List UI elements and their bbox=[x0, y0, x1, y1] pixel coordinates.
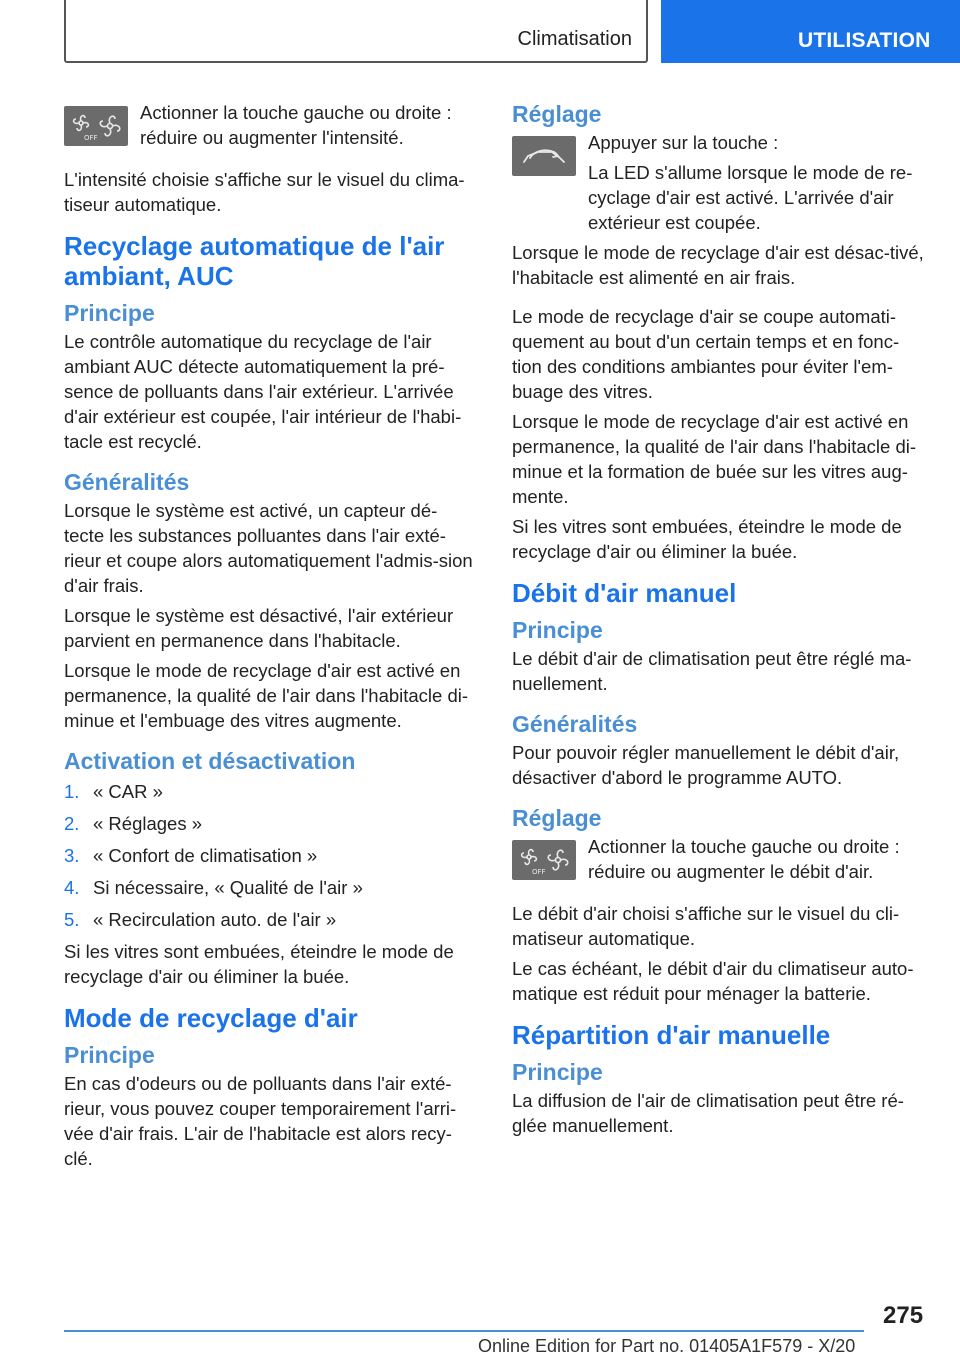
paragraph: Pour pouvoir régler manuellement le débit d'air, désactiver d'abord le programme AUTO. bbox=[512, 742, 900, 788]
paragraph: Le débit d'air choisi s'affiche sur le visuel du cli‐matiseur automatique. bbox=[512, 903, 900, 949]
paragraph: Le cas échéant, le débit d'air du climatiseur auto‐matique est réduit pour ménager la batterie. bbox=[512, 958, 914, 1004]
fan-button-text: Actionner la touche gauche ou droite : réduire ou augmenter l'intensité. bbox=[140, 102, 452, 148]
list-item bbox=[64, 811, 476, 836]
paragraph: En cas d'odeurs ou de polluants dans l'air exté‐rieur, vous pouvez couper temporairement l'arri‐vée d'air frais. L'air de l'habitacle est alors recy‐clé. bbox=[64, 1073, 457, 1169]
paragraph: Lorsque le système est désactivé, l'air extérieur parvient en permanence dans l'habitacle. bbox=[64, 605, 454, 651]
step-number: 4. bbox=[64, 877, 80, 898]
svg-text:OFF: OFF bbox=[84, 134, 98, 142]
svg-text:OFF: OFF bbox=[532, 868, 546, 876]
paragraph: Si les vitres sont embuées, éteindre le mode de recyclage d'air ou éliminer la buée. bbox=[512, 516, 902, 562]
heading-auc: Recyclage automatique de l'air ambiant, AUC bbox=[64, 231, 445, 291]
fan-button-row bbox=[512, 834, 924, 889]
subheading-principe: Principe bbox=[512, 617, 603, 643]
list-item bbox=[64, 843, 476, 868]
header-box bbox=[64, 0, 648, 63]
subheading-generalites: Généralités bbox=[64, 469, 190, 495]
heading-mode-recyclage: Mode de recyclage d'air bbox=[64, 1003, 358, 1033]
subheading-principe: Principe bbox=[64, 1042, 155, 1068]
chapter-tab: UTILISATION bbox=[661, 0, 960, 63]
list-item bbox=[64, 907, 476, 932]
subheading-principe: Principe bbox=[512, 1059, 603, 1085]
page-number: 275 bbox=[883, 1302, 924, 1329]
step-text: « Confort de climatisation » bbox=[93, 845, 318, 866]
subheading-principe: Principe bbox=[64, 300, 155, 326]
steps-list bbox=[64, 779, 476, 932]
fan-button-row bbox=[64, 100, 476, 155]
step-number: 2. bbox=[64, 813, 80, 834]
step-number: 1. bbox=[64, 781, 80, 802]
paragraph: L'intensité choisie s'affiche sur le visuel du clima‐tiseur automatique. bbox=[64, 169, 465, 215]
subheading-reglage: Réglage bbox=[512, 101, 602, 127]
edition-footer: Online Edition for Part no. 01405A1F579 - X/20 bbox=[478, 1336, 856, 1356]
recirc-led-text: La LED s'allume lorsque le mode de re‐cyclage d'air est activé. L'arrivée d'air extérieur est coupée. bbox=[588, 162, 913, 233]
step-text: « CAR » bbox=[93, 781, 163, 802]
paragraph: Le mode de recyclage d'air se coupe automati‐quement au bout d'un certain temps et en fonc‐tion des conditions ambiantes pour éviter l'em‐buage des vitres. bbox=[512, 306, 900, 402]
step-text: « Réglages » bbox=[93, 813, 203, 834]
subheading-activation: Activation et désactivation bbox=[64, 748, 356, 774]
step-text: « Recirculation auto. de l'air » bbox=[93, 909, 337, 930]
paragraph: Lorsque le système est activé, un capteur dé‐tecte les substances polluantes dans l'air exté‐rieur et coupe alors automatiquement l'admis‐sion d'air frais. bbox=[64, 500, 473, 596]
subheading-generalites: Généralités bbox=[512, 711, 638, 737]
paragraph: Lorsque le mode de recyclage d'air est activé en permanence, la qualité de l'air dans l'habitacle di‐minue et l'embuage des vitres augmente. bbox=[64, 660, 469, 731]
heading-repartition: Répartition d'air manuelle bbox=[512, 1020, 831, 1050]
step-number: 3. bbox=[64, 845, 80, 866]
step-number: 5. bbox=[64, 909, 80, 930]
paragraph: Lorsque le mode de recyclage d'air est activé en permanence, la qualité de l'air dans l'habitacle di‐minue et la formation de buée sur les vitres aug‐mente. bbox=[512, 411, 917, 507]
paragraph: Le débit d'air de climatisation peut être réglé ma‐nuellement. bbox=[512, 648, 912, 694]
recirculation-button-icon bbox=[512, 136, 576, 176]
recirc-button-text: Appuyer sur la touche : bbox=[588, 132, 779, 153]
list-item bbox=[64, 875, 476, 900]
left-column bbox=[64, 100, 476, 1176]
paragraph: La diffusion de l'air de climatisation peut être ré‐glée manuellement. bbox=[512, 1090, 904, 1136]
subheading-reglage: Réglage bbox=[512, 805, 602, 831]
list-item bbox=[64, 779, 476, 804]
paragraph: Le contrôle automatique du recyclage de l'air ambiant AUC détecte automatiquement la pré‐sence de polluants dans l'air extérieur. L'arrivée d'air extérieur est coupée, l'air intérieur de l'habi‐tacle est recyclé. bbox=[64, 331, 462, 452]
paragraph: Lorsque le mode de recyclage d'air est désac‐tivé, l'habitacle est alimenté en air frais. bbox=[512, 242, 924, 288]
heading-debit: Débit d'air manuel bbox=[512, 578, 737, 608]
paragraph: Si les vitres sont embuées, éteindre le mode de recyclage d'air ou éliminer la buée. bbox=[64, 941, 454, 987]
right-column bbox=[512, 100, 924, 1143]
section-title: Climatisation bbox=[517, 28, 632, 50]
fan-button-text: Actionner la touche gauche ou droite : réduire ou augmenter le débit d'air. bbox=[588, 836, 900, 882]
footer-rule bbox=[64, 1330, 864, 1332]
step-text: Si nécessaire, « Qualité de l'air » bbox=[93, 877, 363, 898]
fan-speed-button-icon bbox=[64, 106, 128, 146]
fan-speed-button-icon bbox=[512, 840, 576, 880]
